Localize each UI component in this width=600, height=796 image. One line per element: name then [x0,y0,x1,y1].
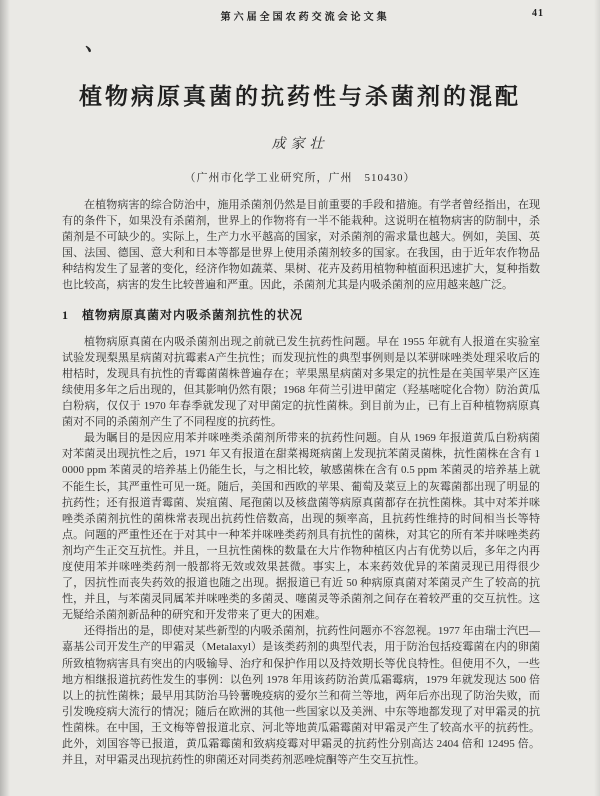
section-1-paragraph-3: 还得指出的是，即使对某些新型的内吸杀菌剂，抗药性问题亦不容忽视。1977 年由瑞士汽巴—嘉基公司开发生产的甲霜灵（Metalaxyl）是该类药剂的典型代表，用于防治包括疫霉菌在内的卵菌所致植物病害具有突出的内吸输导、治疗和保护作用以及持效期长等优良特性。但使用不久，一些地方相继报道抗药性发生的事例：以色列 1978 年用该药防治黄瓜霜霉病，1979 年就发现达 500 倍以上的抗性菌株；最早用其防治马铃薯晚疫病的爱尔兰和荷兰等地，两年后亦出现了防治失败，而引发晚疫病大流行的情况；随后在欧洲的其他一些国家以及美洲、中东等地都发现了对甲霜灵的抗性菌株。在中国，王文梅等曾报道北京、河北等地黄瓜霜霉菌对甲霜灵产生了较高水平的抗药性。此外，刘国容等已报道，黄瓜霜霉菌和致病疫霉对甲霜灵的抗药性分别高达 2404 倍和 12495 倍。并且，对甲霜灵出现抗药性的卵菌还对同类药剂恶唑烷酮等产生交互抗性。 [62,625,540,767]
article-body [62,197,540,768]
article-author: 成家壮 [271,137,329,152]
proceedings-title: 第六届全国农药交流会论文集 [220,12,390,23]
section-1-paragraph-2: 最为瞩目的是因应用苯并咪唑类杀菌剂所带来的抗药性问题。自从 1969 年报道黄瓜白粉病菌对苯菌灵出现抗性之后，1971 年又有报道在甜菜褐斑病菌上发现抗苯菌灵菌株，抗性菌株在含有 10000 ppm 苯菌灵的培养基上仍能生长，与之相比较，敏感菌株在含有 0.5 ppm 苯菌灵的培养基上就不能生长，其严重性可见一斑。随后，美国和西欧的苹果、葡萄及菜豆上的灰霉菌都出现了明显的抗药性；还有报道青霉菌、炭疽菌、尾孢菌以及核盘菌等病原真菌都存在抗性菌株。其中对苯并咪唑类杀菌剂抗性的菌株常表现出抗药性倍数高，出现的频率高，且抗药性维持的时间相当长等特点。问题的严重性还在于对其中一种苯并咪唑类药剂具有抗性的菌株，对其它的所有苯并咪唑类药剂均产生正交互抗性。并且，一旦抗性菌株的数量在大片作物种植区内占有优势以后，多年之内再度使用苯并咪唑类药剂一般都将无效或效果甚微。事实上，本来药效优异的苯菌灵现已用得很少了，因抗性而丧失药效的报道也随之出现。据报道已有近 50 种病原真菌对苯菌灵产生了较高的抗性，并且，与苯菌灵同属苯并咪唑类的多菌灵、噻菌灵等杀菌剂之间存在着较严重的交互抗性。这无疑给杀菌剂新品种的研究和开发带来了更大的困难。 [62,432,540,622]
intro-paragraph: 在植物病害的综合防治中，施用杀菌剂仍然是目前重要的手段和措施。有学者曾经指出，在现有的条件下，如果没有杀菌剂，世界上的作物将有一半不能栽种。这说明在植物病害的防制中，杀菌剂是不可缺少的。实际上，生产力水平越高的国家，对杀菌剂的需求量也越大。例如，美国、英国、法国、德国、意大利和日本等都是世界上使用杀菌剂较多的国家。在我国，由于近年农作物品种结构发生了显著的变化，经济作物如蔬菜、果树、花卉及药用植物种植面积迅速扩大，复种指数也比较高，病害的发生比较普遍和严重。因此，杀菌剂尤其是内吸杀菌剂的应用越来越广泛。 [62,199,540,292]
section-1-heading: 1 植物病原真菌对内吸杀菌剂抗性的状况 [62,307,304,322]
article-title: 植物病原真菌的抗药性与杀菌剂的混配 [79,84,521,109]
page-number: 41 [532,8,544,19]
scan-stray-mark: 、 [84,32,108,58]
page-header [0,8,600,24]
article-affiliation: （广州市化学工业研究所，广州 510430） [184,172,416,184]
section-1-paragraph-1: 植物病原真菌在内吸杀菌剂出现之前就已发生抗药性问题。早在 1955 年就有人报道在实验室试验发现梨黑星病菌对抗霉素A产生抗性；而发现抗性的典型事例则是以苯骈咪唑类处理采收后的柑桔时，发现具有抗性的青霉菌菌株普遍存在；苹果黑星病菌对多果定的抗性是在美国苹果产区连续使用多年之后出现的，但其影响仍然有限；1968 年荷兰引进甲菌定（羟基嘧啶化合物）防治黄瓜白粉病，仅仅于 1970 年春季就发现了对甲菌定的抗性菌株。到目前为止，已有上百种植物病原真菌对不同的杀菌剂产生了不同程度的抗药性。 [62,335,540,429]
